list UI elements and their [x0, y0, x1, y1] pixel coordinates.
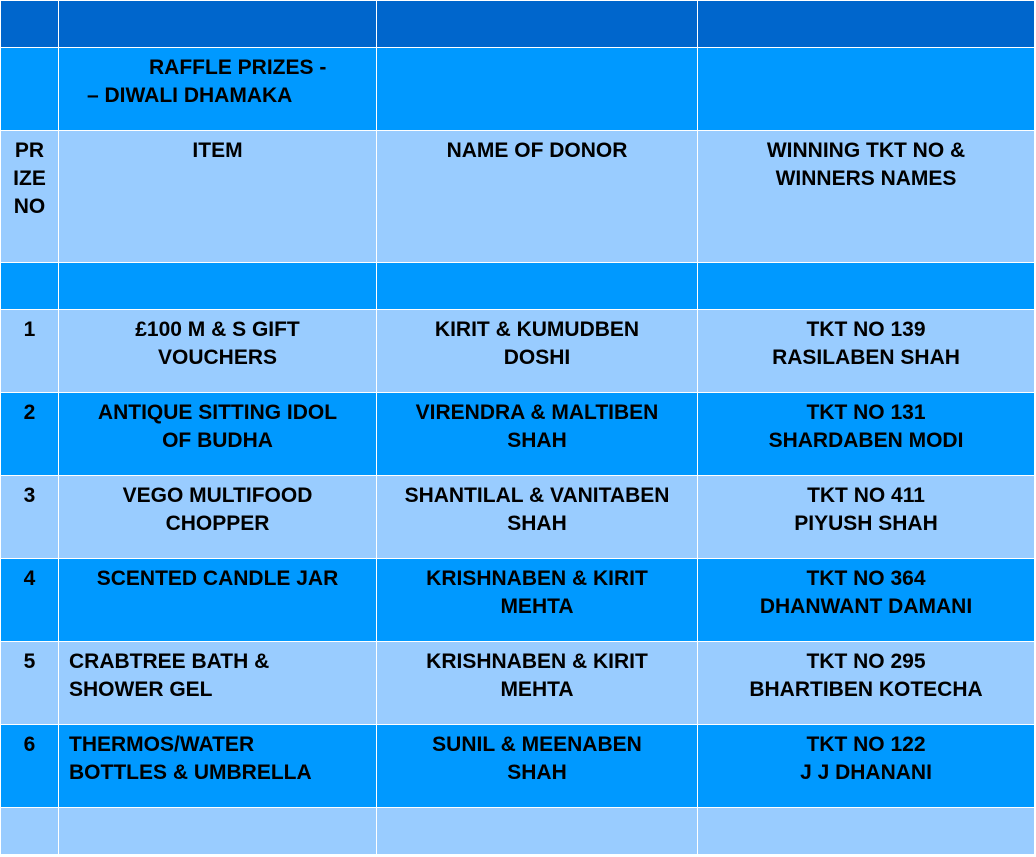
prize-no-cell: 4 — [1, 559, 59, 642]
winner-cell: TKT NO 411 PIYUSH SHAH — [698, 476, 1035, 559]
empty-cell — [1, 808, 59, 855]
empty-cell — [698, 1, 1035, 48]
table-title — [59, 48, 377, 131]
header-winner: WINNING TKT NO & WINNERS NAMES — [698, 131, 1035, 263]
winner-cell: TKT NO 364 DHANWANT DAMANI — [698, 559, 1035, 642]
header-item: ITEM — [59, 131, 377, 263]
prize-no-cell: 6 — [1, 725, 59, 808]
item-cell: CRABTREE BATH & SHOWER GEL — [59, 642, 377, 725]
empty-cell — [698, 48, 1035, 131]
donor-cell: SUNIL & MEENABEN SHAH — [377, 725, 698, 808]
empty-cell — [1, 1, 59, 48]
title-line-1: RAFFLE PRIZES - — [149, 56, 327, 79]
table-row — [1, 559, 1035, 642]
header-prize-no: PR IZE NO — [1, 131, 59, 263]
empty-cell — [1, 263, 59, 310]
item-cell: £100 M & S GIFT VOUCHERS — [59, 310, 377, 393]
title-row — [1, 48, 1035, 131]
table-row — [1, 310, 1035, 393]
donor-cell: KIRIT & KUMUDBEN DOSHI — [377, 310, 698, 393]
footer-row — [1, 808, 1035, 855]
empty-cell — [377, 1, 698, 48]
header-donor: NAME OF DONOR — [377, 131, 698, 263]
item-cell: ANTIQUE SITTING IDOL OF BUDHA — [59, 393, 377, 476]
empty-cell — [377, 48, 698, 131]
spacer-row — [1, 263, 1035, 310]
winner-cell: TKT NO 295 BHARTIBEN KOTECHA — [698, 642, 1035, 725]
winner-cell: TKT NO 122 J J DHANANI — [698, 725, 1035, 808]
header-row — [1, 131, 1035, 263]
donor-cell: SHANTILAL & VANITABEN SHAH — [377, 476, 698, 559]
empty-cell — [59, 808, 377, 855]
empty-cell — [59, 263, 377, 310]
empty-cell — [698, 808, 1035, 855]
table-row — [1, 642, 1035, 725]
table-row — [1, 393, 1035, 476]
prize-no-cell: 3 — [1, 476, 59, 559]
item-cell: VEGO MULTIFOOD CHOPPER — [59, 476, 377, 559]
winner-cell: TKT NO 131 SHARDABEN MODI — [698, 393, 1035, 476]
empty-cell — [1, 48, 59, 131]
empty-cell — [377, 808, 698, 855]
donor-cell: VIRENDRA & MALTIBEN SHAH — [377, 393, 698, 476]
donor-cell: KRISHNABEN & KIRIT MEHTA — [377, 559, 698, 642]
prize-no-cell: 5 — [1, 642, 59, 725]
item-cell: SCENTED CANDLE JAR — [59, 559, 377, 642]
winner-cell: TKT NO 139 RASILABEN SHAH — [698, 310, 1035, 393]
table-row — [1, 476, 1035, 559]
donor-cell: KRISHNABEN & KIRIT MEHTA — [377, 642, 698, 725]
item-cell: THERMOS/WATER BOTTLES & UMBRELLA — [59, 725, 377, 808]
empty-cell — [698, 263, 1035, 310]
table-row — [1, 725, 1035, 808]
empty-cell — [377, 263, 698, 310]
prize-no-cell: 1 — [1, 310, 59, 393]
empty-cell — [59, 1, 377, 48]
title-line-2: – DIWALI DHAMAKA — [87, 84, 293, 107]
top-band-row — [1, 1, 1035, 48]
prize-no-cell: 2 — [1, 393, 59, 476]
